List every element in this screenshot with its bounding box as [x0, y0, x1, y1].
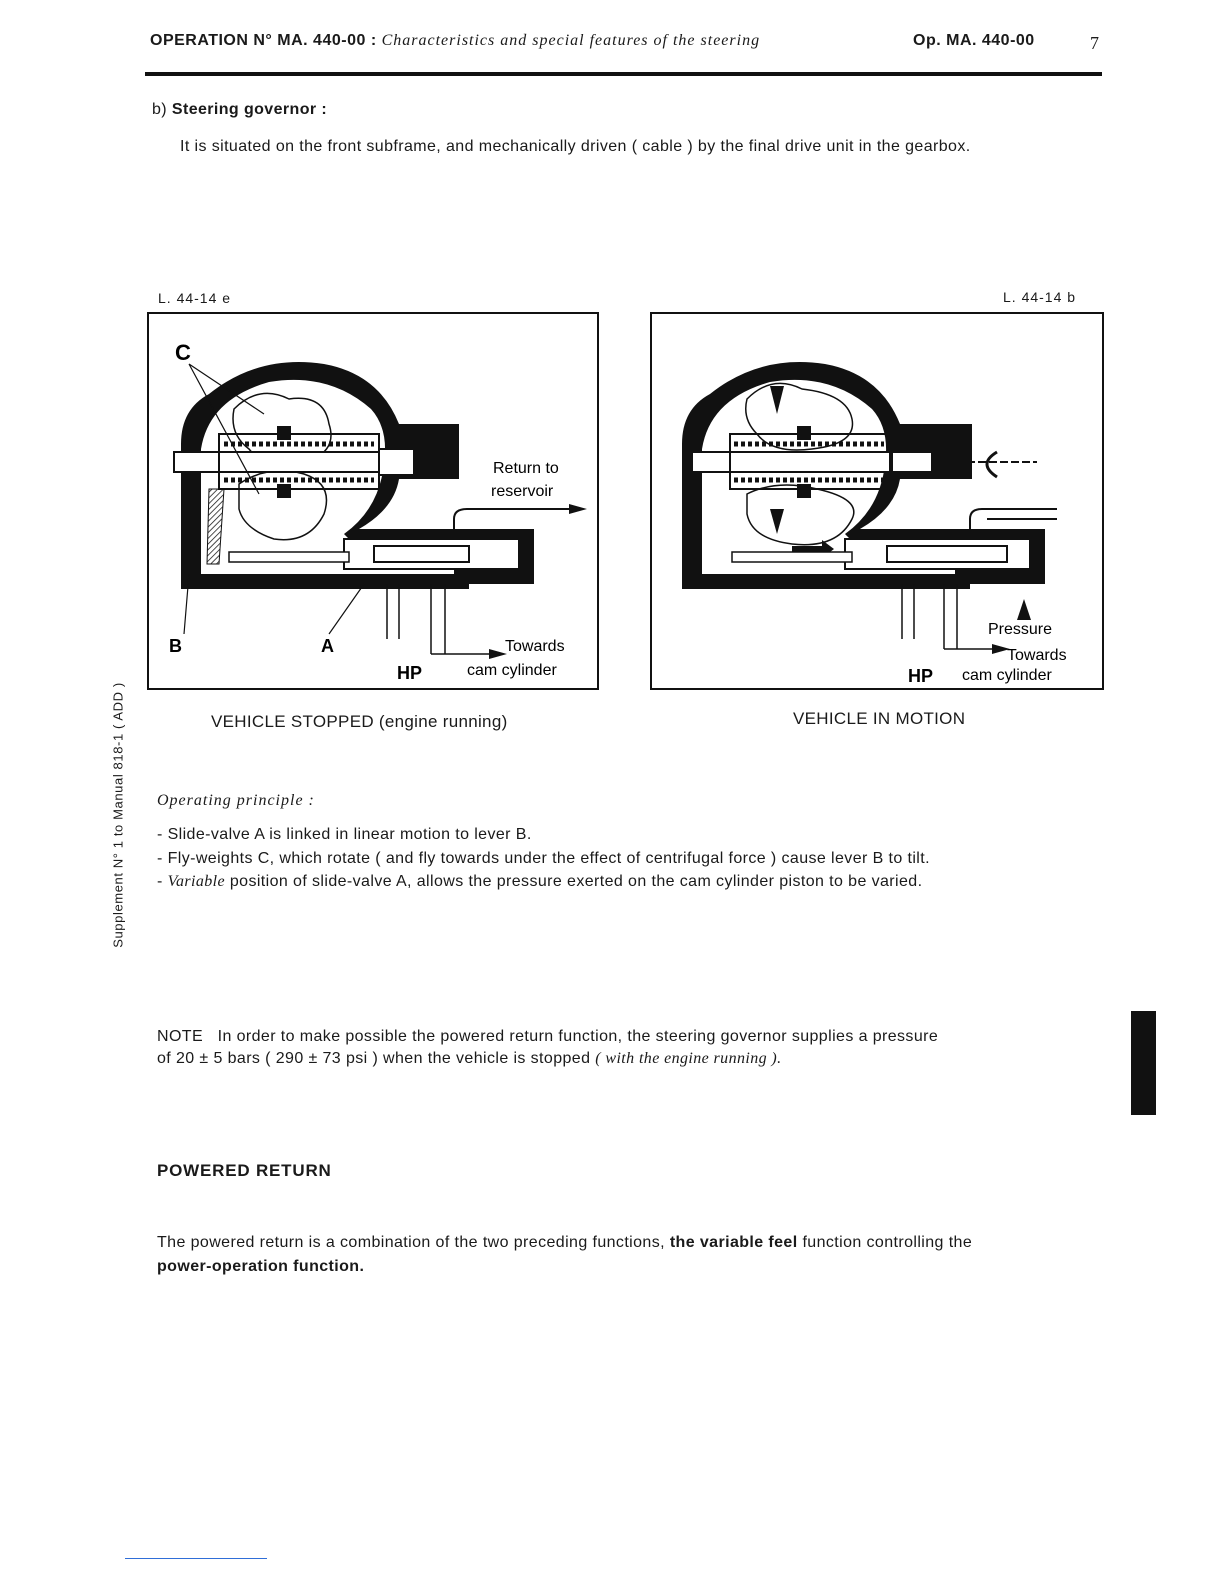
operating-principle-list — [157, 823, 930, 894]
collar-upper — [797, 426, 811, 440]
label-towards-2: cam cylinder — [467, 662, 557, 679]
section-b-paragraph: It is situated on the front subframe, and mechanically driven ( cable ) by the final drive unit in the gearbox. — [180, 138, 971, 155]
header-rule — [145, 72, 1102, 76]
powered-return-heading: POWERED RETURN — [157, 1161, 332, 1180]
figure-right-vehicle-in-motion — [650, 312, 1104, 690]
header-subject: Characteristics and special features of the steering — [381, 32, 761, 49]
label-c: C — [175, 340, 191, 365]
caption-left: VEHICLE STOPPED (engine running) — [211, 712, 508, 731]
note-line-2 — [157, 1048, 938, 1070]
label-hp: HP — [397, 663, 423, 683]
valve-rod — [732, 552, 852, 562]
note-text-2: of 20 ± 5 bars ( 290 ± 73 psi ) when the vehicle is stopped — [157, 1050, 591, 1067]
powered-return-line-2: power-operation function. — [157, 1258, 365, 1275]
figure-left-vehicle-stopped — [147, 312, 599, 690]
principle-item-1 — [157, 823, 930, 847]
hp-pipes — [387, 584, 445, 654]
label-towards-1: Towards — [505, 638, 565, 655]
governor-diagram-motion — [652, 314, 1102, 688]
cable-fitting — [892, 452, 932, 472]
cable-fitting — [379, 449, 414, 475]
label-towards-2: cam cylinder — [962, 667, 1052, 684]
principle-item-1-prefix: - — [157, 826, 168, 843]
collar-lower — [797, 484, 811, 498]
section-b-prefix: b) — [152, 101, 168, 118]
note-text-1: In order to make possible the powered return function, the steering governor supplies a pressure — [217, 1028, 939, 1045]
figure-left-ref: L. 44-14 e — [158, 290, 232, 306]
hp-pipes — [902, 584, 957, 649]
powered-return-text-before: The powered return is a combination of the two preceding functions, — [157, 1234, 665, 1251]
note-line-1 — [157, 1026, 938, 1048]
collar-lower — [277, 484, 291, 498]
sidebar-supplement — [106, 660, 130, 970]
slide-valve-a — [887, 546, 1007, 562]
header-op-short: Op. MA. 440-00 — [913, 32, 1035, 49]
page-number: 7 — [1090, 33, 1099, 53]
label-return-1: Return to — [493, 460, 559, 477]
footer-line — [125, 1558, 267, 1559]
principle-item-3-prefix: - — [157, 873, 168, 890]
powered-return-paragraph — [157, 1231, 972, 1279]
principle-item-3-italic: Variable — [167, 873, 225, 890]
principle-item-3 — [157, 870, 930, 894]
header-op-label: OPERATION N° MA. 440-00 : — [150, 32, 377, 49]
powered-return-bold-phrase: the variable feel — [669, 1234, 798, 1251]
governor-diagram-stopped — [149, 314, 597, 688]
principle-item-2-prefix: - — [157, 849, 168, 867]
return-arrow-icon — [569, 504, 587, 514]
principle-item-3-text: position of slide-valve A, allows the pressure exerted on the cam cylinder piston to be varied. — [225, 873, 923, 890]
label-return-2: reservoir — [491, 483, 554, 500]
note-text-2-italic: ( with the engine running ). — [595, 1050, 782, 1067]
valve-rod — [229, 552, 349, 562]
label-pressure: Pressure — [988, 621, 1053, 638]
margin-marker-bar — [1131, 1011, 1156, 1115]
section-b-title: Steering governor : — [171, 101, 328, 118]
header-operation — [150, 32, 760, 50]
caption-right: VEHICLE IN MOTION — [793, 709, 966, 728]
note-label: NOTE — [157, 1028, 204, 1045]
label-a: A — [321, 636, 334, 656]
label-b: B — [169, 636, 182, 656]
note-block — [157, 1026, 938, 1070]
collar-upper — [277, 426, 291, 440]
label-hp: HP — [908, 666, 934, 686]
principle-item-2 — [157, 847, 930, 871]
figure-right-ref: L. 44-14 b — [1003, 289, 1077, 305]
label-towards-1: Towards — [1007, 647, 1067, 664]
powered-return-text-after: function controlling the — [802, 1234, 973, 1251]
slide-valve-a — [374, 546, 469, 562]
pressure-arrow-icon — [1017, 599, 1031, 620]
sidebar-supplement-text: Supplement N° 1 to Manual 818-1 ( ADD ) — [110, 682, 126, 948]
powered-return-line-1 — [157, 1231, 972, 1255]
principle-item-1-text: Slide-valve A is linked in linear motion to lever B. — [167, 826, 532, 843]
operating-principle-title: Operating principle : — [157, 792, 315, 809]
rotation-arrow-icon — [987, 452, 997, 477]
section-b-heading — [152, 101, 327, 119]
principle-item-2-text: Fly-weights C, which rotate ( and fly towards under the effect of centrifugal force ) cause lever B to tilt. — [167, 849, 930, 867]
